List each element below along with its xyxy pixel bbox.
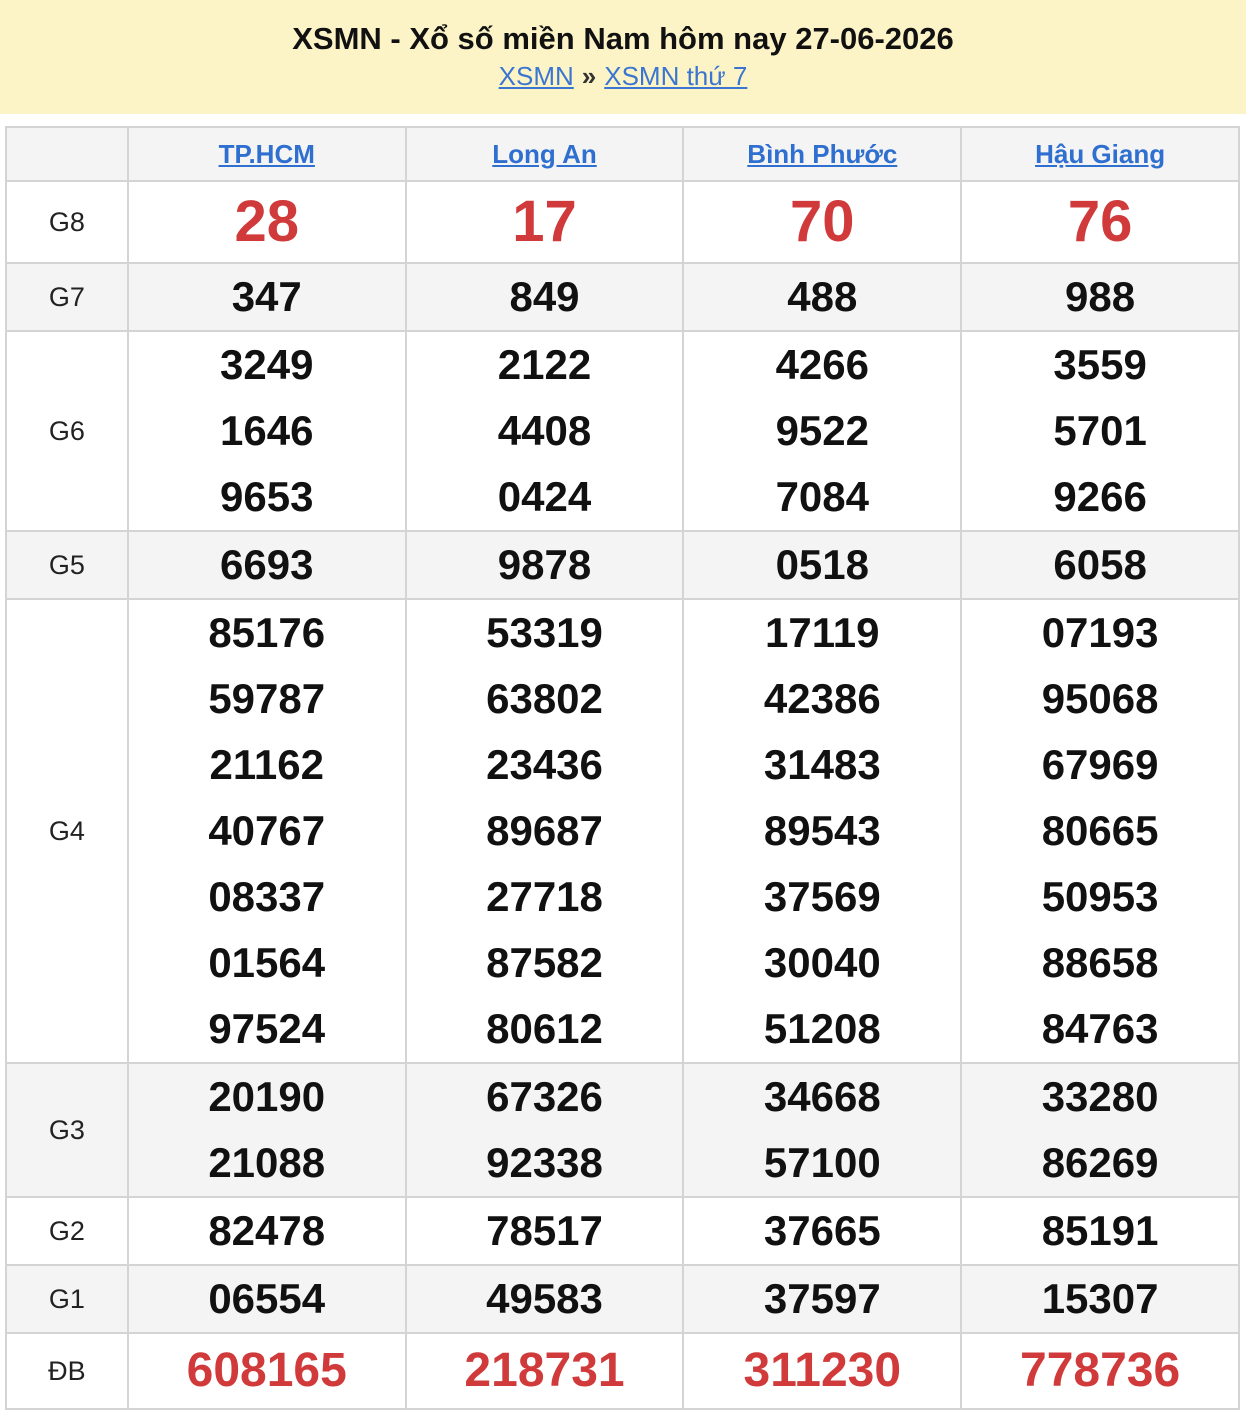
prize-cell xyxy=(128,1197,406,1265)
prize-number: 17 xyxy=(512,189,577,254)
prize-number: 347 xyxy=(231,273,302,320)
corner-cell xyxy=(6,127,128,181)
prize-cell xyxy=(683,1063,961,1197)
prize-number: 9653 xyxy=(220,473,314,520)
results-table xyxy=(5,126,1240,1410)
prize-cell xyxy=(128,1265,406,1333)
prize-number: 80665 xyxy=(1041,807,1159,854)
province-header xyxy=(961,127,1239,181)
prize-number: 80612 xyxy=(486,1005,603,1052)
prize-cell xyxy=(683,1333,961,1409)
prize-cell xyxy=(406,531,684,599)
prize-label: ĐB xyxy=(6,1333,128,1409)
breadcrumb xyxy=(0,60,1246,92)
prize-number: 37597 xyxy=(763,1275,881,1322)
prize-number: 1646 xyxy=(220,407,314,454)
prize-number: 78517 xyxy=(486,1207,603,1254)
prize-number: 3559 xyxy=(1053,341,1147,388)
province-header-row xyxy=(6,127,1239,181)
prize-cell xyxy=(961,331,1239,531)
prize-cell xyxy=(961,531,1239,599)
prize-number: 488 xyxy=(787,273,858,320)
prize-label: G5 xyxy=(6,531,128,599)
breadcrumb-separator: » xyxy=(581,61,597,91)
prize-label: G8 xyxy=(6,181,128,263)
prize-row-g5 xyxy=(6,531,1239,599)
prize-cell xyxy=(683,331,961,531)
prize-number: 3249 xyxy=(220,341,314,388)
prize-number: 97524 xyxy=(208,1005,326,1052)
page-title: XSMN - Xổ số miền Nam hôm nay 27-06-2026 xyxy=(292,21,954,56)
prize-cell xyxy=(406,263,684,331)
prize-cell xyxy=(406,599,684,1063)
prize-number: 89543 xyxy=(763,807,881,854)
prize-row-g6 xyxy=(6,331,1239,531)
prize-cell xyxy=(683,181,961,263)
prize-cell xyxy=(128,1333,406,1409)
prize-number: 27718 xyxy=(486,873,603,920)
prize-number: 70 xyxy=(790,189,855,254)
prize-cell xyxy=(683,599,961,1063)
province-link-tphcm[interactable]: TP.HCM xyxy=(218,138,315,169)
prize-number: 51208 xyxy=(763,1005,881,1052)
prize-number: 42386 xyxy=(763,675,881,722)
breadcrumb-xsmn-thu7-link[interactable]: XSMN thứ 7 xyxy=(604,61,748,91)
prize-row-g7 xyxy=(6,263,1239,331)
prize-cell xyxy=(128,263,406,331)
prize-label: G2 xyxy=(6,1197,128,1265)
prize-cell xyxy=(683,1197,961,1265)
prize-cell xyxy=(128,531,406,599)
province-header xyxy=(128,127,406,181)
prize-row-g8 xyxy=(6,181,1239,263)
prize-number: 92338 xyxy=(486,1139,603,1186)
prize-number: 07193 xyxy=(1041,609,1159,656)
prize-number: 86269 xyxy=(1041,1139,1159,1186)
prize-number: 06554 xyxy=(208,1275,326,1322)
prize-number: 67969 xyxy=(1041,741,1159,788)
prize-number: 08337 xyxy=(208,873,326,920)
province-link-binh-phuoc[interactable]: Bình Phước xyxy=(747,138,898,169)
prize-cell xyxy=(406,181,684,263)
prize-cell xyxy=(406,1063,684,1197)
prize-number: 01564 xyxy=(208,939,326,986)
prize-number: 21088 xyxy=(208,1139,326,1186)
prize-cell xyxy=(406,1333,684,1409)
prize-number: 778736 xyxy=(1020,1344,1181,1397)
prize-row-g2 xyxy=(6,1197,1239,1265)
prize-number: 7084 xyxy=(775,473,870,520)
prize-cell xyxy=(961,263,1239,331)
prize-cell xyxy=(128,331,406,531)
prize-number: 57100 xyxy=(763,1139,881,1186)
prize-cell xyxy=(683,263,961,331)
prize-label: G7 xyxy=(6,263,128,331)
prize-number: 76 xyxy=(1067,189,1133,254)
prize-number: 6693 xyxy=(220,541,314,588)
prize-cell xyxy=(128,599,406,1063)
prize-number: 53319 xyxy=(486,609,603,656)
prize-cell xyxy=(961,599,1239,1063)
prize-cell xyxy=(961,1265,1239,1333)
page-header xyxy=(0,0,1246,114)
prize-label: G3 xyxy=(6,1063,128,1197)
province-link-hau-giang[interactable]: Hậu Giang xyxy=(1035,138,1166,169)
prize-number: 40767 xyxy=(208,807,326,854)
prize-cell xyxy=(683,531,961,599)
prize-number: 85191 xyxy=(1041,1207,1159,1254)
prize-row-g4 xyxy=(6,599,1239,1063)
prize-number: 95068 xyxy=(1041,675,1159,722)
prize-number: 37569 xyxy=(763,873,881,920)
prize-row-g3 xyxy=(6,1063,1239,1197)
prize-cell xyxy=(961,1063,1239,1197)
prize-number: 67326 xyxy=(486,1073,603,1120)
prize-number: 84763 xyxy=(1041,1005,1159,1052)
prize-cell xyxy=(406,1265,684,1333)
prize-number: 15307 xyxy=(1041,1275,1159,1322)
prize-cell xyxy=(961,1197,1239,1265)
prize-number: 23436 xyxy=(486,741,603,788)
prize-number: 85176 xyxy=(208,609,326,656)
province-link-long-an[interactable]: Long An xyxy=(492,138,597,169)
prize-number: 5701 xyxy=(1053,407,1147,454)
prize-number: 82478 xyxy=(208,1207,326,1254)
prize-number: 28 xyxy=(234,189,299,254)
prize-number: 50953 xyxy=(1041,873,1159,920)
prize-cell xyxy=(406,1197,684,1265)
prize-number: 0518 xyxy=(775,541,870,588)
prize-cell xyxy=(683,1265,961,1333)
prize-label: G6 xyxy=(6,331,128,531)
prize-cell xyxy=(406,331,684,531)
prize-cell xyxy=(961,181,1239,263)
prize-number: 608165 xyxy=(186,1344,347,1397)
breadcrumb-xsmn-link[interactable]: XSMN xyxy=(498,61,574,91)
prize-number: 4408 xyxy=(497,407,592,454)
prize-label: G4 xyxy=(6,599,128,1063)
prize-number: 88658 xyxy=(1041,939,1159,986)
prize-number: 988 xyxy=(1065,273,1136,320)
prize-number: 21162 xyxy=(209,741,324,788)
prize-cell xyxy=(128,1063,406,1197)
prize-number: 33280 xyxy=(1041,1073,1159,1120)
province-header xyxy=(683,127,961,181)
prize-number: 59787 xyxy=(208,675,326,722)
prize-number: 9522 xyxy=(775,407,870,454)
prize-number: 9266 xyxy=(1053,473,1147,520)
prize-number: 37665 xyxy=(763,1207,881,1254)
prize-number: 17119 xyxy=(765,609,880,656)
prize-number: 849 xyxy=(509,273,580,320)
prize-row-db xyxy=(6,1333,1239,1409)
prize-cell xyxy=(961,1333,1239,1409)
prize-row-g1 xyxy=(6,1265,1239,1333)
prize-number: 2122 xyxy=(497,341,592,388)
prize-number: 30040 xyxy=(763,939,881,986)
prize-cell xyxy=(128,181,406,263)
prize-label: G1 xyxy=(6,1265,128,1333)
prize-number: 31483 xyxy=(763,741,881,788)
prize-number: 63802 xyxy=(486,675,603,722)
prize-number: 6058 xyxy=(1053,541,1147,588)
prize-number: 49583 xyxy=(486,1275,603,1322)
prize-number: 34668 xyxy=(763,1073,881,1120)
prize-number: 4266 xyxy=(775,341,870,388)
province-header xyxy=(406,127,684,181)
prize-number: 311230 xyxy=(743,1344,902,1397)
prize-number: 87582 xyxy=(486,939,603,986)
prize-number: 89687 xyxy=(486,807,603,854)
prize-number: 20190 xyxy=(208,1073,326,1120)
prize-number: 218731 xyxy=(464,1344,625,1397)
prize-number: 0424 xyxy=(497,473,592,520)
prize-number: 9878 xyxy=(497,541,592,588)
